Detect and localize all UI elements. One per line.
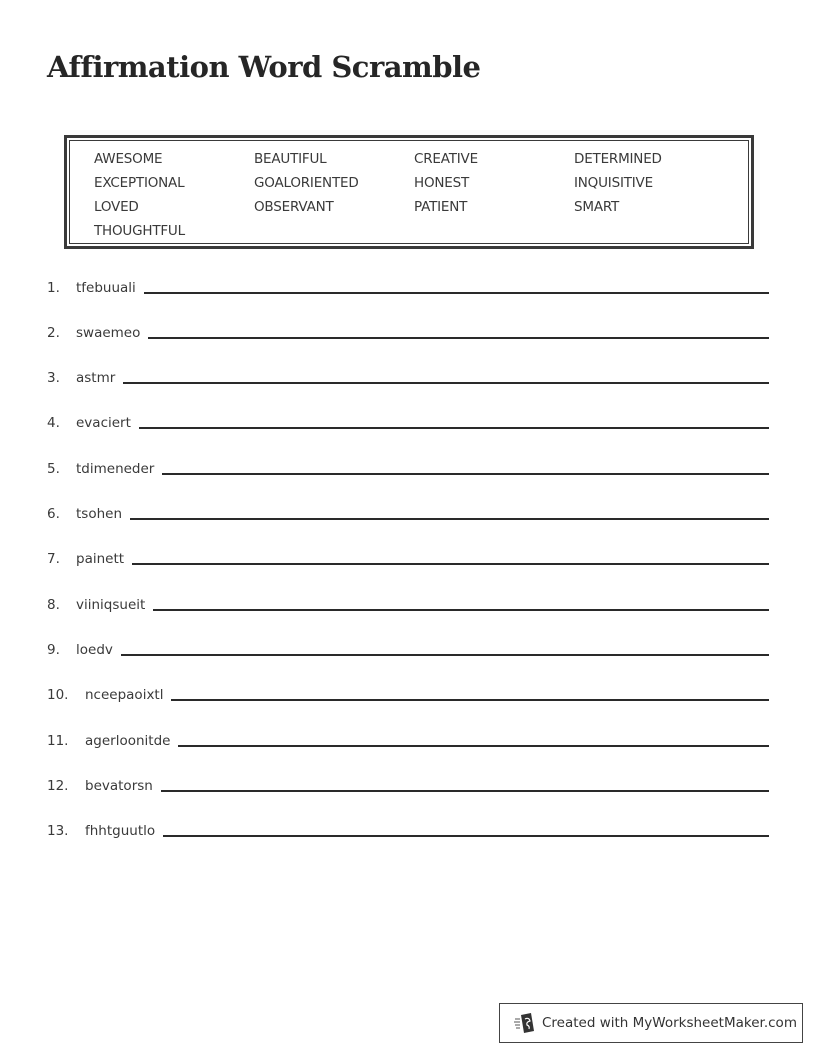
scramble-item [47,770,769,794]
scramble-item [47,498,769,522]
item-number: 9. [47,642,60,658]
word-bank-word: SMART [574,199,620,215]
scrambled-word: painett [76,551,125,567]
scrambled-word: viiniqsueit [76,597,146,613]
word-bank-word: GOALORIENTED [254,175,359,191]
answer-line[interactable] [153,609,769,611]
footer-credit[interactable] [499,1003,803,1043]
word-bank-word: LOVED [94,199,139,215]
answer-line[interactable] [148,337,769,339]
scrambled-word: agerloonitde [85,733,171,749]
word-bank-word: EXCEPTIONAL [94,175,185,191]
word-bank-inner [69,140,749,244]
page-title: Affirmation Word Scramble [47,50,481,84]
answer-line[interactable] [178,745,769,747]
scramble-item [47,634,769,658]
item-number: 10. [47,687,69,703]
answer-line[interactable] [130,518,769,520]
item-number: 3. [47,370,60,386]
item-number: 5. [47,461,60,477]
scrambled-word: tfebuuali [76,280,136,296]
word-bank-word: AWESOME [94,151,163,167]
scramble-item [47,679,769,703]
scramble-item [47,362,769,386]
scrambled-word: tsohen [76,506,123,522]
scrambled-word: tdimeneder [76,461,155,477]
scrambled-word: swaemeo [76,325,141,341]
scrambled-word: evaciert [76,415,131,431]
item-number: 2. [47,325,60,341]
scramble-item [47,453,769,477]
worksheet-maker-logo-icon [514,1012,536,1034]
word-bank-word: DETERMINED [574,151,662,167]
answer-line[interactable] [144,292,769,294]
scrambled-word: fhhtguutlo [85,823,156,839]
scrambled-word: nceepaoixtl [85,687,164,703]
word-bank-word: INQUISITIVE [574,175,653,191]
answer-line[interactable] [121,654,769,656]
item-number: 11. [47,733,69,749]
scrambled-word: astmr [76,370,116,386]
answer-line[interactable] [171,699,769,701]
item-number: 4. [47,415,60,431]
answer-line[interactable] [132,563,769,565]
footer-text: Created with MyWorksheetMaker.com [542,1015,797,1031]
scramble-item [47,543,769,567]
word-bank-word: PATIENT [414,199,468,215]
scrambled-word: loedv [76,642,113,658]
word-bank-word: OBSERVANT [254,199,334,215]
item-number: 8. [47,597,60,613]
scramble-item [47,589,769,613]
scrambled-word: bevatorsn [85,778,153,794]
answer-line[interactable] [163,835,769,837]
answer-line[interactable] [139,427,769,429]
item-number: 13. [47,823,69,839]
answer-line[interactable] [161,790,769,792]
word-bank-word: CREATIVE [414,151,478,167]
word-bank-word: BEAUTIFUL [254,151,327,167]
answer-line[interactable] [162,473,769,475]
item-number: 7. [47,551,60,567]
word-bank-word: THOUGHTFUL [94,223,185,239]
scramble-item [47,815,769,839]
scramble-item [47,407,769,431]
item-number: 6. [47,506,60,522]
scramble-item [47,272,769,296]
item-number: 12. [47,778,69,794]
word-bank [64,135,754,249]
word-bank-word: HONEST [414,175,470,191]
answer-line[interactable] [123,382,769,384]
item-number: 1. [47,280,60,296]
scramble-item [47,725,769,749]
scramble-item [47,317,769,341]
